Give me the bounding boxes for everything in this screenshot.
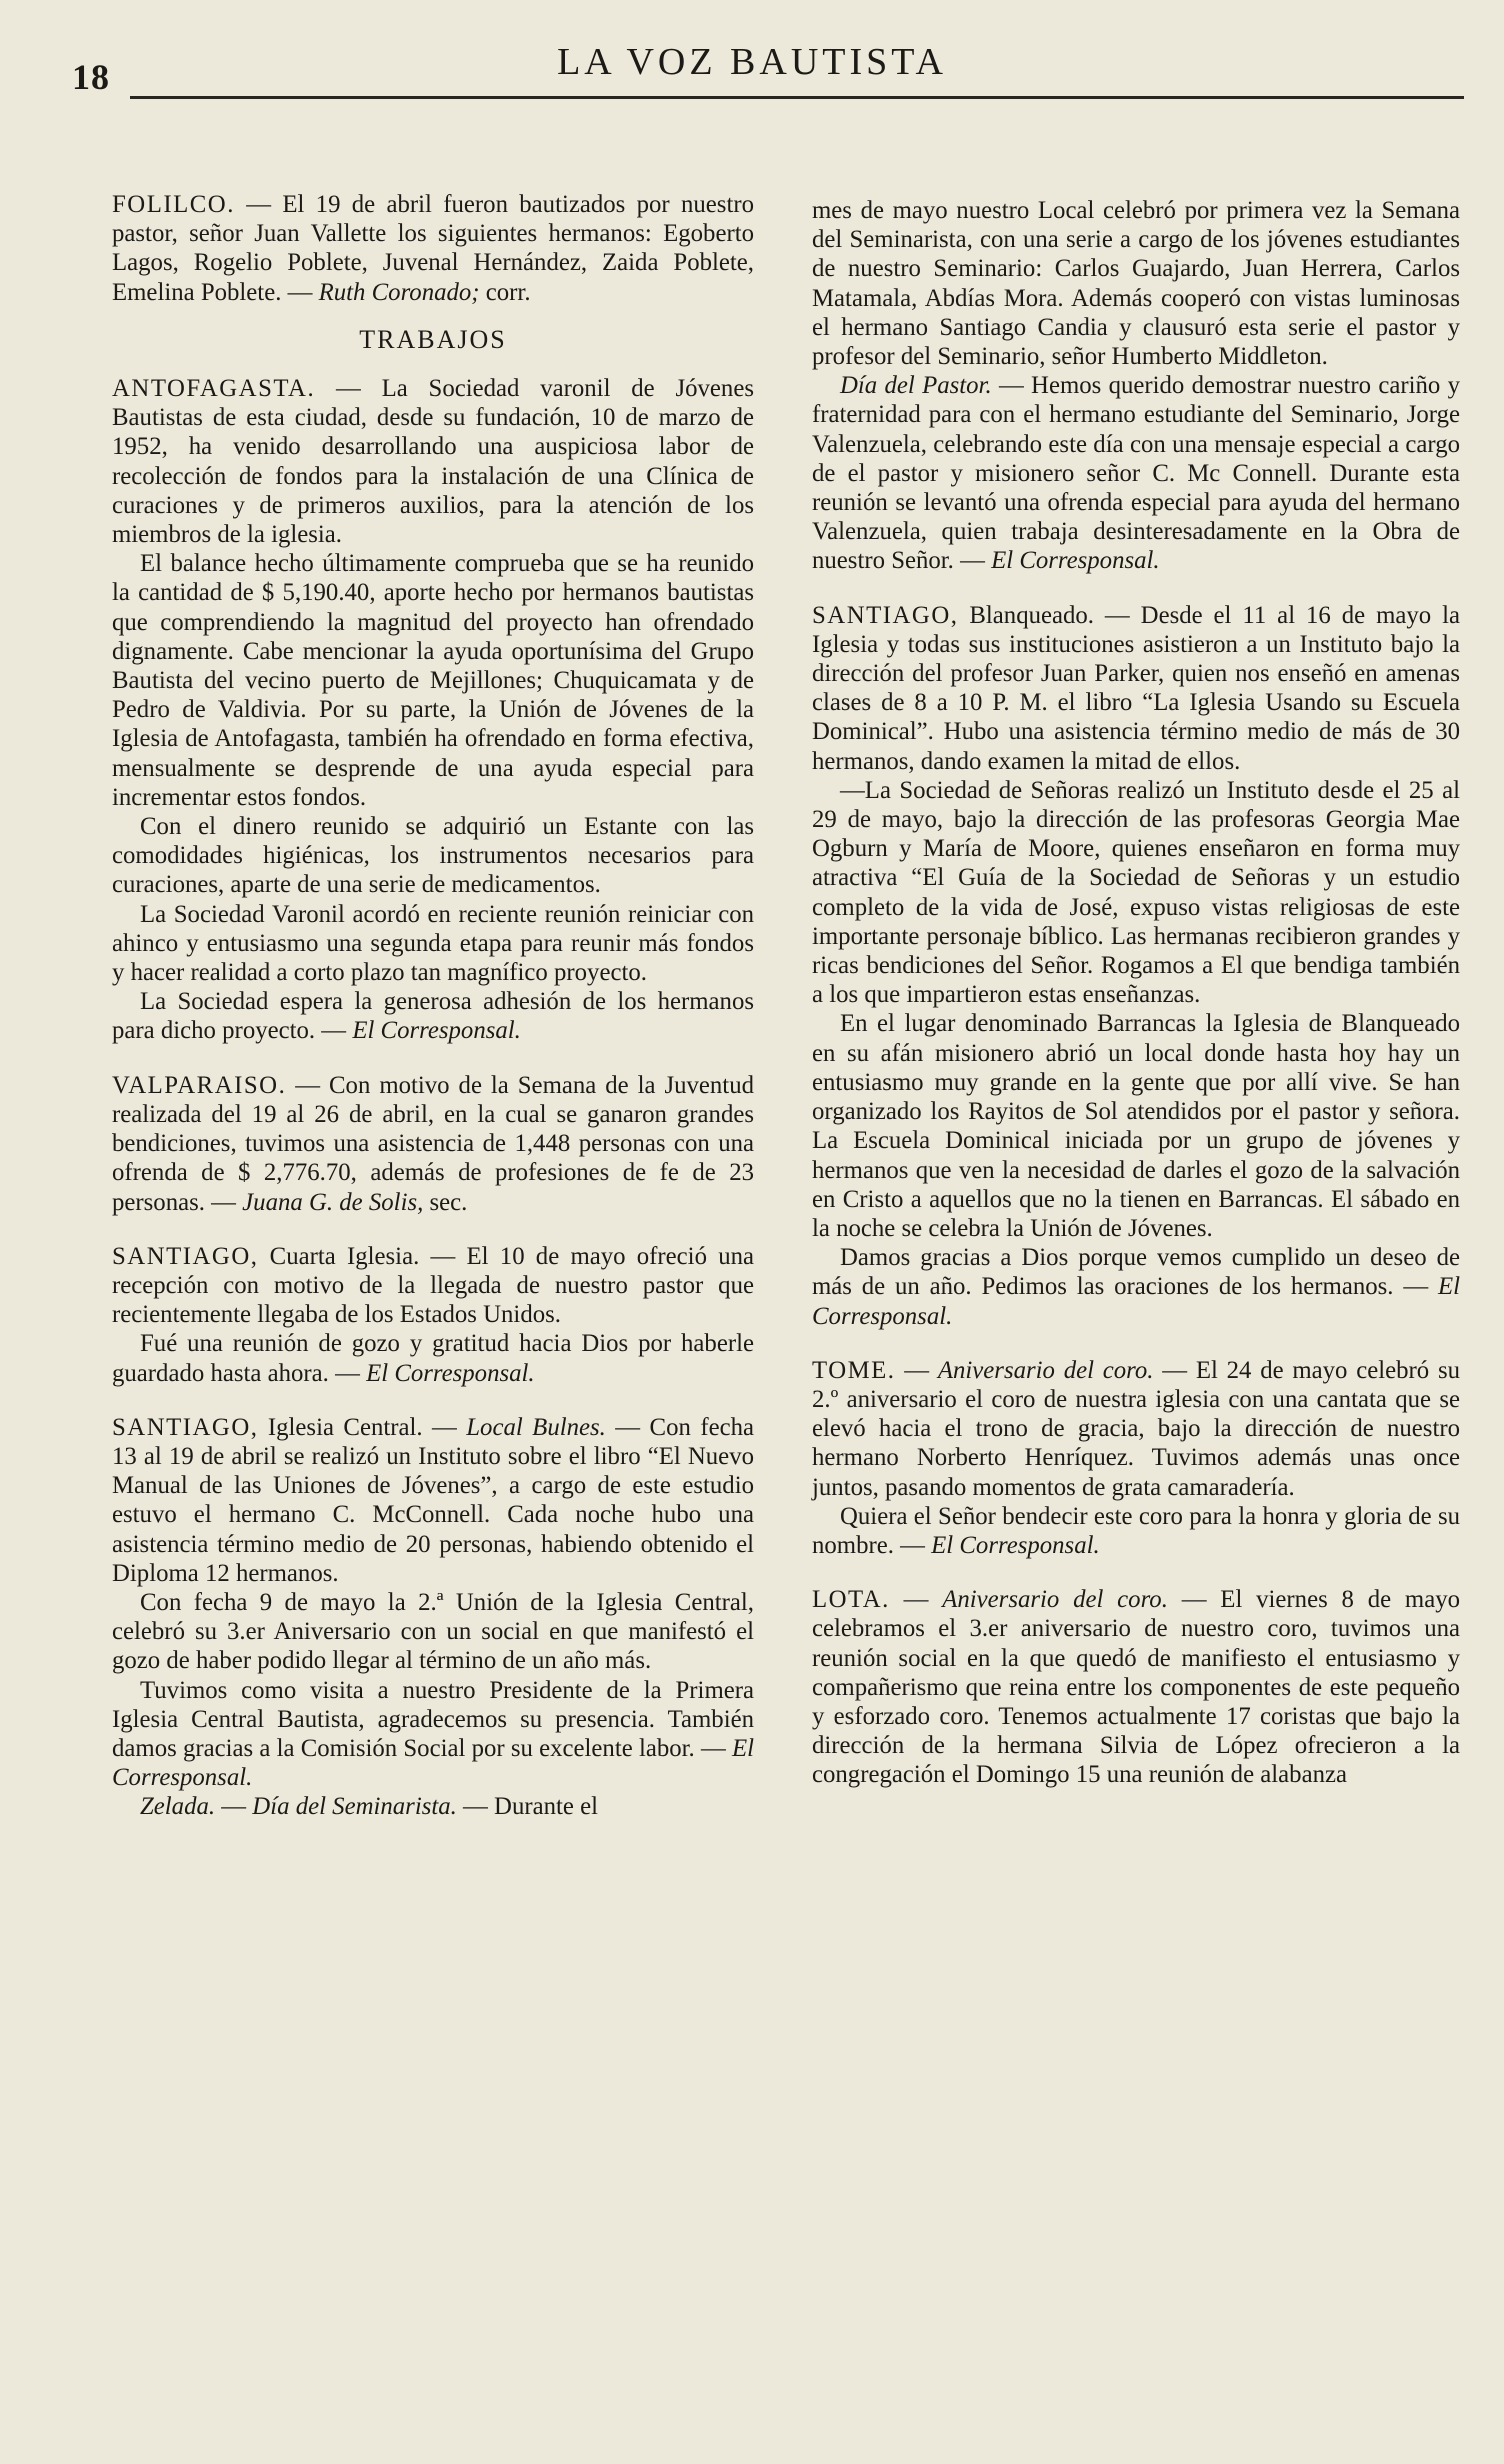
report-text: — xyxy=(895,1356,938,1384)
santiago-cuarta-report xyxy=(112,1242,754,1330)
page-number: 18 xyxy=(72,57,110,97)
report-text: — El 24 de mayo celebró su 2.º aniversario el coro de nuestra iglesia con una cantata que se elevó hacia el trono de gracia, bajo la dirección de nuestro hermano Norberto Henríquez. Tuvimos además unas once juntos, pasando momentos de grata camaradería. xyxy=(812,1356,1460,1501)
header-rule xyxy=(130,96,1464,99)
correspondent-signature: El Corresponsal. xyxy=(931,1531,1100,1559)
lota-report xyxy=(812,1585,1460,1789)
correspondent-signature: El Corresponsal. xyxy=(112,1734,754,1792)
paragraph xyxy=(812,1502,1460,1560)
correspondent-signature: Juana G. de Solis, xyxy=(242,1188,424,1216)
report-text: corr. xyxy=(479,278,531,306)
report-text: Fué una reunión de gozo y gratitud hacia Dios por haberle guardado hasta ahora. — xyxy=(112,1330,754,1387)
correspondent-signature: Zelada. xyxy=(140,1793,216,1821)
paragraph: En el lugar denominado Barrancas la Iglesia de Blanqueado en su afán misionero abrió un local donde hasta hoy hay un entusiasmo muy grande en la gente que por allí vive. Se han organizado los Rayitos de Sol atendidos por el pastor y señora. La Escuela Dominical iniciada por un grupo de jóvenes y hermanos que ven la necesidad de darles el gozo de la salvación en Cristo a aquellos que no la tienen en Barrancas. El sábado en la noche se celebra la Unión de Jóvenes. xyxy=(812,1010,1460,1242)
left-column xyxy=(112,190,754,1822)
santiago-central-report xyxy=(112,1413,754,1588)
publication-title: LA VOZ BAUTISTA xyxy=(557,41,947,83)
paragraph: El balance hecho últimamente comprueba que se ha reunido la cantidad de $ 5,190.40, aporte hecho por hermanos bautistas que comprendiendo la magnitud del proyecto han ofrendado dignamente. Cabe mencionar la ayuda oportunísima del Grupo Bautista del vecino puerto de Mejillones; Chuquicamata y de Pedro de Valdivia. Por su parte, la Unión de Jóvenes de la Iglesia de Antofagasta, también ha ofrendado en forma efectiva, mensualmente se desprende de una ayuda especial para incrementar estos fondos. xyxy=(112,550,754,811)
report-text: — Hemos querido demostrar nuestro cariño y fraternidad para con el hermano estudiante del Seminario, Jorge Valenzuela, celebrando este día con una mensaje especial a cargo de el pastor y misionero señor C. Mc Connell. Durante esta reunión se levantó una ofrenda especial para ayuda del hermano Valenzuela, quien trabaja desinteresadamente en la Obra de nuestro Señor. — xyxy=(812,372,1460,575)
place-name: VALPARAISO. xyxy=(112,1071,287,1099)
report-text: Tuvimos como visita a nuestro Presidente de la Primera Iglesia Central Bautista, agradecemos su presencia. También damos gracias a la Comisión Social por su excelente labor. — xyxy=(112,1676,754,1762)
place-name: FOLILCO. xyxy=(112,191,235,218)
place-name: SANTIAGO, xyxy=(112,1413,259,1441)
report-text: Damos gracias a Dios porque vemos cumplido un deseo de más de un año. Pedimos las oraciones de los hermanos. — xyxy=(812,1244,1460,1301)
local-name: Local Bulnes. xyxy=(466,1413,606,1441)
correspondent-signature: El Corresponsal. xyxy=(352,1017,521,1045)
right-column xyxy=(812,196,1460,1790)
folilco-report xyxy=(112,190,754,307)
report-text: — Con fecha 13 al 19 de abril se realizó un Instituto sobre el libro “El Nuevo Manual de las Uniones de Jóvenes”, a cargo de este estudio estuvo el hermano C. McConnell. Cada noche hubo una asistencia término medio de 20 personas, habiendo obtenido el Diploma 12 hermanos. xyxy=(112,1413,754,1587)
paragraph: mes de mayo nuestro Local celebró por primera vez la Semana del Seminarista, con una serie a cargo de los jóvenes estudiantes de nuestro Seminario: Carlos Guajardo, Juan Herrera, Carlos Matamala, Abdías Mora. Además cooperó con vistas luminosas el hermano Santiago Candia y clausuró esta serie el pastor y profesor del Seminario, señor Humberto Middleton. xyxy=(812,197,1460,371)
paragraph xyxy=(112,1792,754,1821)
subheading: Día del Seminarista. xyxy=(252,1793,457,1821)
correspondent-signature: El Corresponsal. xyxy=(991,547,1160,575)
report-text: Blanqueado. — Desde el 11 al 16 de mayo la Iglesia y todas sus instituciones asistieron a un Instituto bajo la dirección del profesor Juan Parker, quien nos enseñó en amenas clases de 8 a 10 P. M. el libro “La Iglesia Usando su Escuela Dominical”. Hubo una asistencia término medio de más de 30 hermanos, dando examen la mitad de ellos. xyxy=(812,601,1460,775)
correspondent-signature: Ruth Coronado; xyxy=(318,278,480,306)
correspondent-signature: El Corresponsal. xyxy=(366,1359,535,1387)
report-text: — xyxy=(889,1586,943,1614)
place-name: ANTOFAGASTA. xyxy=(112,375,316,403)
place-name: SANTIAGO, xyxy=(112,1242,259,1270)
section-heading: TRABAJOS xyxy=(359,324,507,354)
report-text: Cuarta Iglesia. — El 10 de mayo ofreció una recepción con motivo de la llegada de nuestro pastor que recientemente llegaba de los Estados Unidos. xyxy=(112,1242,754,1329)
tome-report xyxy=(812,1356,1460,1502)
antofagasta-report xyxy=(112,374,754,549)
place-name: SANTIAGO, xyxy=(812,601,959,629)
report-text: La Sociedad espera la generosa adhesión de los hermanos para dicho proyecto. — xyxy=(112,988,754,1045)
correspondent-signature: El Corresponsal. xyxy=(812,1273,1460,1330)
paragraph: Con el dinero reunido se adquirió un Estante con las comodidades higiénicas, los instrumentos necesarios para curaciones, aparte de una serie de medicamentos. xyxy=(112,813,754,899)
subheading: Aniversario del coro. xyxy=(937,1356,1154,1384)
report-text: — Durante el xyxy=(456,1793,599,1821)
paragraph xyxy=(812,371,1460,575)
paragraph: —La Sociedad de Señoras realizó un Instituto desde el 25 al 29 de mayo, bajo la dirección de las profesoras Georgia Mae Ogburn y María de Moore, quienes enseñaron en forma muy atractiva “El Guía de la Sociedad de Señoras y un estudio completo de la vida de José, expuso vistas religiosas de este importante personaje bíblico. Las hermanas recibieron grandes y ricas bendiciones del Señor. Rogamos a El que bendiga también a los que impartieron estas enseñanzas. xyxy=(812,776,1460,1009)
report-text: — El 19 de abril fueron bautizados por nuestro pastor, señor Juan Vallette los siguientes hermanos: Egoberto Lagos, Rogelio Poblete, Juvenal Hernández, Zaida Poblete, Emelina Poblete. — xyxy=(112,191,754,306)
report-text: — La Sociedad varonil de Jóvenes Bautistas de esta ciudad, desde su fundación, 10 de marzo de 1952, ha venido desarrollando una auspiciosa labor de recolección de fondos para la instalación de una Clínica de curaciones y de primeros auxilios, para la atención de los miembros de la iglesia. xyxy=(112,375,754,549)
paragraph xyxy=(812,1243,1460,1331)
santiago-blanqueado-report xyxy=(812,601,1460,776)
report-text: Iglesia Central. — xyxy=(258,1413,467,1441)
report-text: — Con motivo de la Semana de la Juventud realizada del 19 al 26 de abril, en la cual se ganaron grandes bendiciones, tuvimos una asistencia de 1,448 personas con una ofrenda de $ 2,776.70, además de profesiones de fe de 23 personas. — xyxy=(112,1071,754,1216)
subheading: Día del Pastor. xyxy=(840,372,992,400)
paragraph: Con fecha 9 de mayo la 2.ª Unión de la Iglesia Central, celebró su 3.er Aniversario con un social en que manifestó el gozo de haber podido llegar al término de un año más. xyxy=(112,1588,754,1675)
paragraph xyxy=(112,987,754,1045)
place-name: TOME. xyxy=(812,1356,896,1384)
paragraph xyxy=(112,1676,754,1793)
valparaiso-report xyxy=(112,1071,754,1217)
place-name: LOTA. xyxy=(812,1586,890,1614)
paragraph: La Sociedad Varonil acordó en reciente reunión reiniciar con ahinco y entusiasmo una segunda etapa para reunir más fondos y hacer realidad a corto plazo tan magnífico proyecto. xyxy=(112,900,754,987)
report-text: sec. xyxy=(423,1188,468,1216)
report-text: — xyxy=(215,1793,253,1821)
subheading: Aniversario del coro. xyxy=(942,1586,1168,1614)
report-text: Quiera el Señor bendecir este coro para la honra y gloria de su nombre. — xyxy=(812,1502,1460,1559)
paragraph xyxy=(112,1329,754,1387)
report-text: — El viernes 8 de mayo celebramos el 3.er aniversario de nuestro coro, tuvimos una reunión social en la que quedó de manifiesto el entusiasmo y compañerismo que reina entre los componentes de este pequeño y esforzado coro. Tenemos actualmente 17 coristas que bajo la dirección de la hermana Silvia de López ofrecieron a la congregación el Domingo 15 una reunión de alabanza xyxy=(812,1586,1461,1789)
